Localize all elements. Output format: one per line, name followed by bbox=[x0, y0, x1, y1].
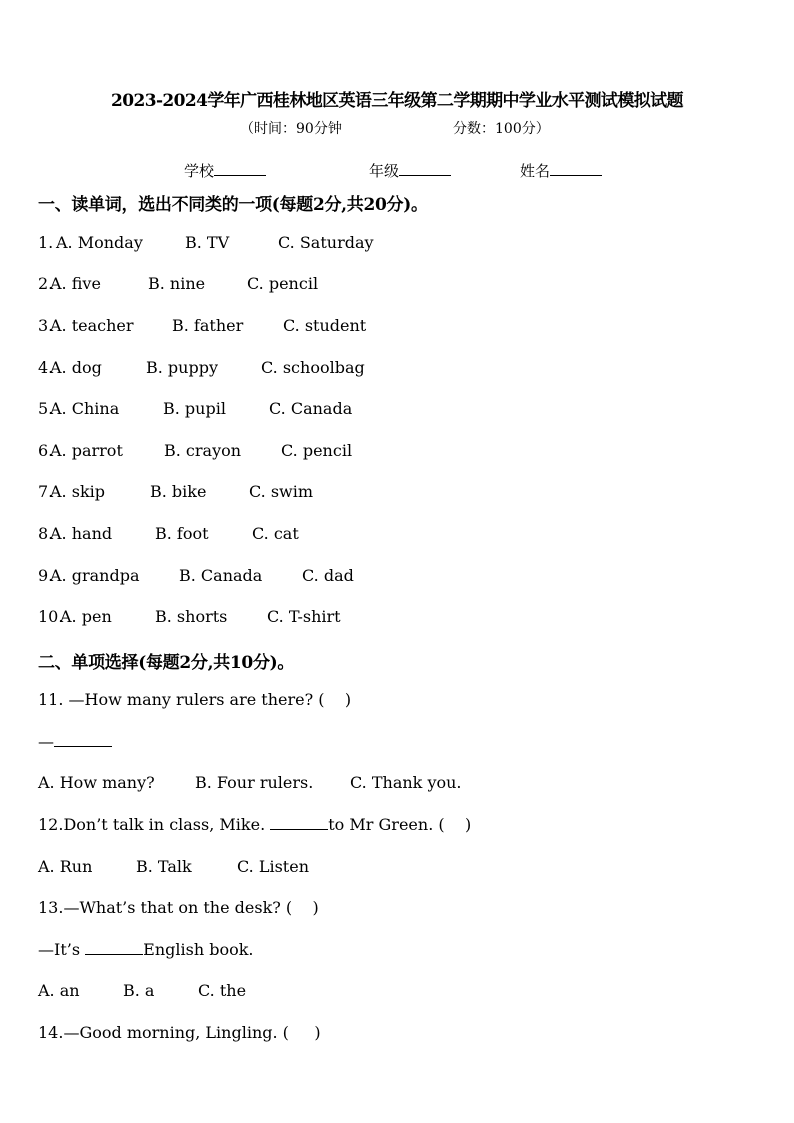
page-title: 2023-2024学年广西桂林地区英语三年级第二学期期中学业水平测试模拟试题 bbox=[111, 91, 683, 111]
question-number: 10. bbox=[38, 607, 64, 626]
option-a: A. hand bbox=[50, 524, 113, 543]
option-b: B. a bbox=[123, 981, 155, 1000]
question-number: 9. bbox=[38, 566, 54, 585]
option-a: A. an bbox=[38, 981, 80, 1000]
question-4 bbox=[38, 358, 365, 377]
option-b: B. puppy bbox=[146, 358, 218, 377]
option-a: A. skip bbox=[50, 482, 105, 501]
question-7 bbox=[38, 482, 314, 501]
option-b: B. Four rulers. bbox=[195, 773, 314, 792]
option-a: A. Run bbox=[38, 857, 93, 876]
option-b: B. crayon bbox=[164, 441, 242, 460]
option-c: C. pencil bbox=[247, 274, 319, 293]
option-b: B. Canada bbox=[179, 566, 263, 585]
option-a: A. parrot bbox=[50, 441, 123, 460]
answer-blank bbox=[85, 941, 143, 955]
option-a: A. teacher bbox=[50, 316, 134, 335]
option-b: B. foot bbox=[155, 524, 209, 543]
question-13-reply bbox=[38, 940, 254, 959]
question-number: 8. bbox=[38, 524, 54, 543]
section2-title: 二、单项选择(每题2分,共10分)。 bbox=[38, 653, 295, 673]
question-9 bbox=[38, 566, 354, 585]
option-b: B. pupil bbox=[163, 399, 226, 418]
grade-label: 年级 bbox=[369, 162, 400, 180]
reply-text: —It’s bbox=[38, 940, 81, 959]
question-14-stem: 14.—Good morning, Lingling. ( ) bbox=[38, 1023, 321, 1042]
question-number: 7. bbox=[38, 482, 54, 501]
option-b: B. bike bbox=[150, 482, 207, 501]
name-field bbox=[520, 160, 602, 181]
stem-text-end: to Mr Green. ( ) bbox=[328, 815, 472, 834]
question-number: 4. bbox=[38, 358, 54, 377]
option-b: B. shorts bbox=[155, 607, 228, 626]
question-number: 6. bbox=[38, 441, 54, 460]
name-blank bbox=[550, 162, 602, 176]
stem-text: 12.Don’t talk in class, Mike. bbox=[38, 815, 266, 834]
option-c: C. cat bbox=[252, 524, 299, 543]
grade-blank bbox=[399, 162, 451, 176]
question-1 bbox=[38, 233, 374, 252]
school-blank bbox=[214, 162, 266, 176]
question-12-stem bbox=[38, 815, 471, 834]
option-c: C. student bbox=[283, 316, 367, 335]
exam-time: （时间：90分钟 bbox=[240, 121, 342, 137]
option-c: C. Listen bbox=[237, 857, 309, 876]
option-a: A. five bbox=[50, 274, 101, 293]
option-c: C. schoolbag bbox=[261, 358, 365, 377]
question-13-stem: 13.—What’s that on the desk? ( ) bbox=[38, 898, 319, 917]
question-8 bbox=[38, 524, 299, 543]
question-2 bbox=[38, 274, 319, 293]
question-number: 3. bbox=[38, 316, 54, 335]
option-a: A. China bbox=[50, 399, 120, 418]
option-a: A. dog bbox=[50, 358, 102, 377]
dash: — bbox=[38, 732, 54, 751]
question-11-reply bbox=[38, 732, 112, 751]
school-field bbox=[184, 160, 266, 181]
grade-field bbox=[369, 160, 451, 181]
option-c: C. T-shirt bbox=[267, 607, 341, 626]
option-c: C. swim bbox=[249, 482, 314, 501]
question-6 bbox=[38, 441, 353, 460]
exam-score: 分数：100分） bbox=[453, 121, 550, 137]
option-c: C. Thank you. bbox=[350, 773, 462, 792]
school-label: 学校 bbox=[184, 162, 215, 180]
option-c: C. Saturday bbox=[278, 233, 374, 252]
option-a: A. grandpa bbox=[50, 566, 140, 585]
option-b: B. father bbox=[172, 316, 244, 335]
answer-blank bbox=[54, 733, 112, 747]
option-c: C. the bbox=[198, 981, 247, 1000]
option-b: B. Talk bbox=[136, 857, 192, 876]
question-number: 2. bbox=[38, 274, 54, 293]
question-3 bbox=[38, 316, 367, 335]
reply-text-end: English book. bbox=[143, 940, 254, 959]
question-number: 1. bbox=[38, 233, 54, 252]
section1-title: 一、读单词，选出不同类的一项(每题2分,共20分)。 bbox=[38, 195, 428, 215]
option-a: A. pen bbox=[60, 607, 112, 626]
option-a: A. Monday bbox=[56, 233, 143, 252]
answer-blank bbox=[270, 816, 328, 830]
option-b: B. TV bbox=[185, 233, 230, 252]
option-c: C. Canada bbox=[269, 399, 353, 418]
option-b: B. nine bbox=[148, 274, 206, 293]
option-c: C. pencil bbox=[281, 441, 353, 460]
name-label: 姓名 bbox=[520, 162, 551, 180]
option-a: A. How many? bbox=[38, 773, 155, 792]
question-11-stem: 11. —How many rulers are there? ( ) bbox=[38, 690, 352, 709]
question-10 bbox=[38, 607, 341, 626]
question-number: 5. bbox=[38, 399, 54, 418]
question-5 bbox=[38, 399, 353, 418]
option-c: C. dad bbox=[302, 566, 354, 585]
